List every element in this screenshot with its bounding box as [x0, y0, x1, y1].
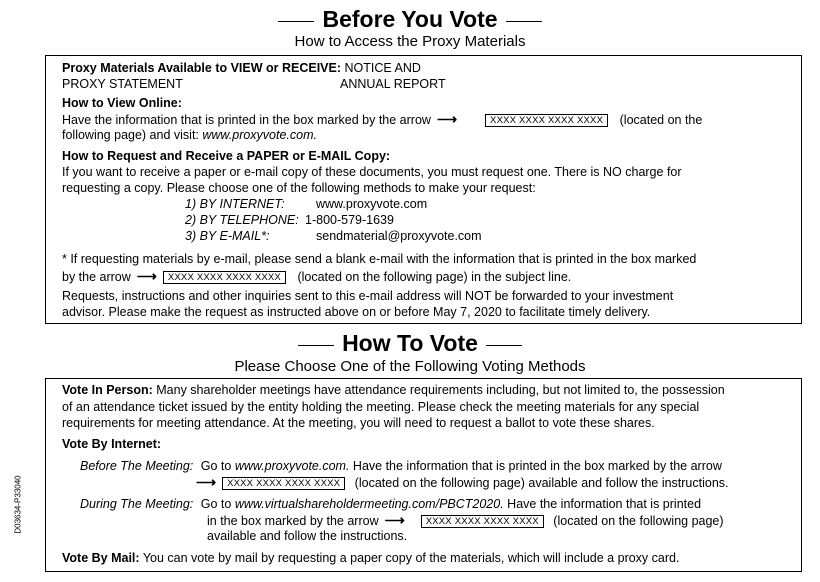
email-note-line-2: by the arrow ⟶ XXXX XXXX XXXX XXXX (located on the following page) in the subject line. — [62, 268, 572, 284]
request-copy-line-2: requesting a copy. Please choose one of the following methods to make your request: — [62, 181, 536, 195]
email-note-line-3: Requests, instructions and other inquiries sent to this e-mail address will NOT be forwarded to your investment — [62, 289, 674, 303]
in-person-line-2: of an attendance ticket issued by the entity holding the meeting. Please check the meeting materials for any special — [62, 400, 700, 414]
vote-by-internet-heading: Vote By Internet: — [62, 437, 162, 451]
request-copy-line-1: If you want to receive a paper or e-mail copy of these documents, you must request one. There is NO charge for — [62, 165, 682, 179]
materials-annual-report: ANNUAL REPORT — [340, 77, 446, 91]
arrow-icon: ⟶ — [436, 111, 458, 127]
method-telephone-label: 2) BY TELEPHONE: — [185, 213, 299, 227]
section1-subtitle: How to Access the Proxy Materials — [294, 33, 526, 50]
how-to-vote-heading — [0, 330, 820, 356]
section2-subtitle: Please Choose One of the Following Voting Methods — [234, 358, 586, 375]
heading-rule-right — [506, 21, 542, 22]
method-internet-value[interactable]: www.proxyvote.com — [316, 197, 428, 211]
view-online-line-1: Have the information that is printed in the box marked by the arrow ⟶ XXXX XXXX XXXX XXXX (located on the — [62, 111, 703, 127]
vote-by-mail-line: Vote By Mail: You can vote by mail by requesting a paper copy of the materials, which will include a proxy card. — [62, 551, 680, 565]
section1-title: Before You Vote — [322, 6, 498, 32]
control-number-box: XXXX XXXX XXXX XXXX — [222, 477, 345, 490]
materials-label: Proxy Materials Available to VIEW or RECEIVE: — [62, 61, 342, 75]
heading-rule-left — [298, 345, 334, 346]
materials-proxy-statement: PROXY STATEMENT — [62, 77, 183, 91]
in-person-line-3: requirements for meeting attendance. At the meeting, you will need to request a ballot to vote these shares. — [62, 416, 655, 430]
section2-title: How To Vote — [342, 330, 478, 356]
during-meeting-line-2: in the box marked by the arrow ⟶ XXXX XXXX XXXX XXXX (located on the following page) — [207, 512, 724, 528]
document-side-code: D03634-P33040 — [13, 475, 23, 534]
before-meeting-line-1: Before The Meeting: Go to www.proxyvote.com. Have the information that is printed in the box marked by the arrow — [80, 459, 722, 473]
before-you-vote-heading — [0, 6, 820, 32]
materials-row-1 — [62, 61, 421, 77]
during-meeting-line-1: During The Meeting: Go to www.virtualshareholdermeeting.com/PBCT2020. Have the information that is printed — [80, 497, 702, 511]
method-email-value[interactable]: sendmaterial@proxyvote.com — [316, 229, 482, 243]
proxy-materials-box — [45, 55, 802, 324]
before-meeting-label: Before The Meeting: — [80, 459, 194, 473]
before-meeting-line-2: ⟶ XXXX XXXX XXXX XXXX (located on the following page) available and follow the instructions. — [196, 474, 729, 490]
vote-by-mail-label: Vote By Mail: — [62, 551, 140, 565]
in-person-line-1: Vote In Person: Many shareholder meetings have attendance requirements including, but not limited to, the possession — [62, 383, 725, 397]
voting-methods-box — [45, 378, 802, 572]
heading-rule-right — [486, 345, 522, 346]
proxyvote-link[interactable]: www.proxyvote.com. — [234, 459, 350, 473]
email-note-line-4: advisor. Please make the request as instructed above on or before May 7, 2020 to facilitate timely delivery. — [62, 305, 651, 319]
arrow-icon: ⟶ — [196, 474, 217, 490]
method-internet-label: 1) BY INTERNET: — [185, 197, 285, 211]
during-meeting-line-3: available and follow the instructions. — [207, 529, 408, 543]
during-meeting-label: During The Meeting: — [80, 497, 194, 511]
control-number-box: XXXX XXXX XXXX XXXX — [485, 114, 608, 127]
heading-rule-left — [278, 21, 314, 22]
email-note-line-1: * If requesting materials by e-mail, please send a blank e-mail with the information that is printed in the box marked — [62, 252, 697, 266]
view-online-line-2: following page) and visit: www.proxyvote.com. — [62, 128, 317, 142]
materials-notice: NOTICE AND — [344, 61, 421, 75]
proxyvote-link[interactable]: www.proxyvote.com. — [202, 128, 317, 142]
arrow-icon: ⟶ — [384, 512, 405, 528]
control-number-box: XXXX XXXX XXXX XXXX — [421, 515, 544, 528]
control-number-box: XXXX XXXX XXXX XXXX — [163, 271, 286, 284]
arrow-icon: ⟶ — [136, 268, 157, 284]
vote-in-person-label: Vote In Person: — [62, 383, 153, 397]
view-online-heading: How to View Online: — [62, 96, 182, 110]
virtual-meeting-link[interactable]: www.virtualshareholdermeeting.com/PBCT2020. — [234, 497, 504, 511]
method-telephone-value: 1-800-579-1639 — [305, 213, 394, 227]
request-copy-heading: How to Request and Receive a PAPER or E-MAIL Copy: — [62, 149, 391, 163]
method-email-label: 3) BY E-MAIL*: — [185, 229, 270, 243]
